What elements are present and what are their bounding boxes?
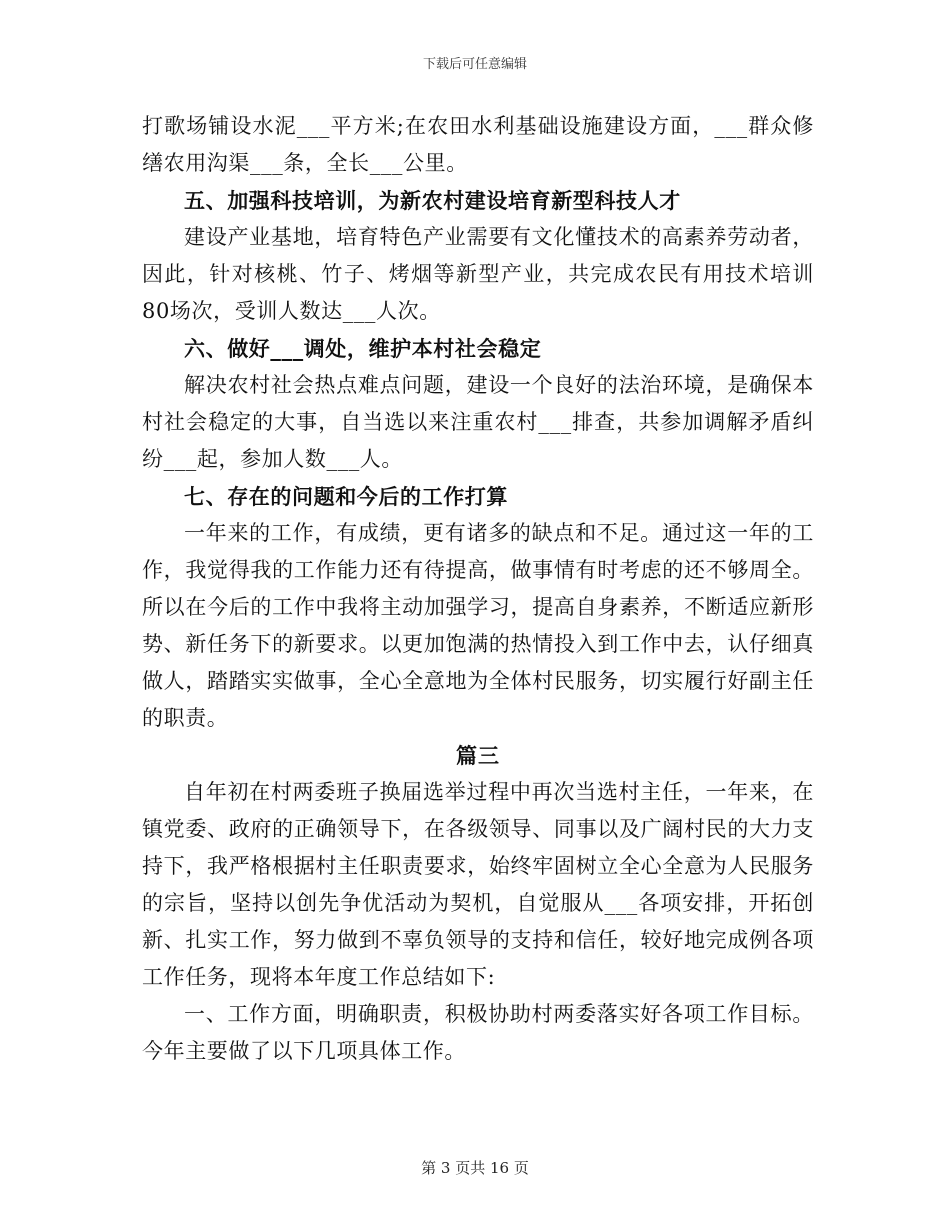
paragraph-continuation: 打歌场铺设水泥___平方米;在农田水利基础设施建设方面，___群众修缮农用沟渠___条，全长___公里。 xyxy=(142,114,814,175)
page-footer: 第 3 页共 16 页 xyxy=(421,1159,529,1177)
section-heading-6: 六、做好___调处，维护本村社会稳定 xyxy=(184,336,542,361)
section-heading-5: 五、加强科技培训，为新农村建设培育新型科技人才 xyxy=(184,188,681,213)
paragraph-stability: 解决农村社会热点难点问题，建设一个良好的法治环境，是确保本村社会稳定的大事，自当选以来注重农村___排查，共参加调解矛盾纠纷___起，参加人数___人。 xyxy=(142,373,814,471)
paragraph-problems-plans: 一年来的工作，有成绩，更有诸多的缺点和不足。通过这一年的工作，我觉得我的工作能力还有待提高，做事情有时考虑的还不够周全。所以在今后的工作中我将主动加强学习，提高自身素养，不断适应新形势、新任务下的新要求。以更加饱满的热情投入到工作中去，认仔细真做人，踏踏实实做事，全心全意地为全体村民服务，切实履行好副主任的职责。 xyxy=(142,521,814,730)
section-heading-7: 七、存在的问题和今后的工作打算 xyxy=(184,484,508,509)
paragraph-training: 建设产业基地，培育特色产业需要有文化懂技术的高素养劳动者，因此，针对核桃、竹子、烤烟等新型产业，共完成农民有用技术培训80场次，受训人数达___人次。 xyxy=(142,225,814,323)
part-title: 篇三 xyxy=(456,743,500,768)
document-body xyxy=(142,108,814,1070)
page-header: 下载后可任意编辑 xyxy=(422,57,527,72)
paragraph-work-aspects: 一、工作方面，明确职责，积极协助村两委落实好各项工作目标。今年主要做了以下几项具体工作。 xyxy=(142,1002,814,1063)
paragraph-intro: 自年初在村两委班子换届选举过程中再次当选村主任，一年来，在镇党委、政府的正确领导下，在各级领导、同事以及广阔村民的大力支持下，我严格根据村主任职责要求，始终牢固树立全心全意为人民服务的宗旨，坚持以创先争优活动为契机，自觉服从___各项安排，开拓创新、扎实工作，努力做到不辜负领导的支持和信任，较好地完成例各项工作任务，现将本年度工作总结如下: xyxy=(142,780,814,989)
